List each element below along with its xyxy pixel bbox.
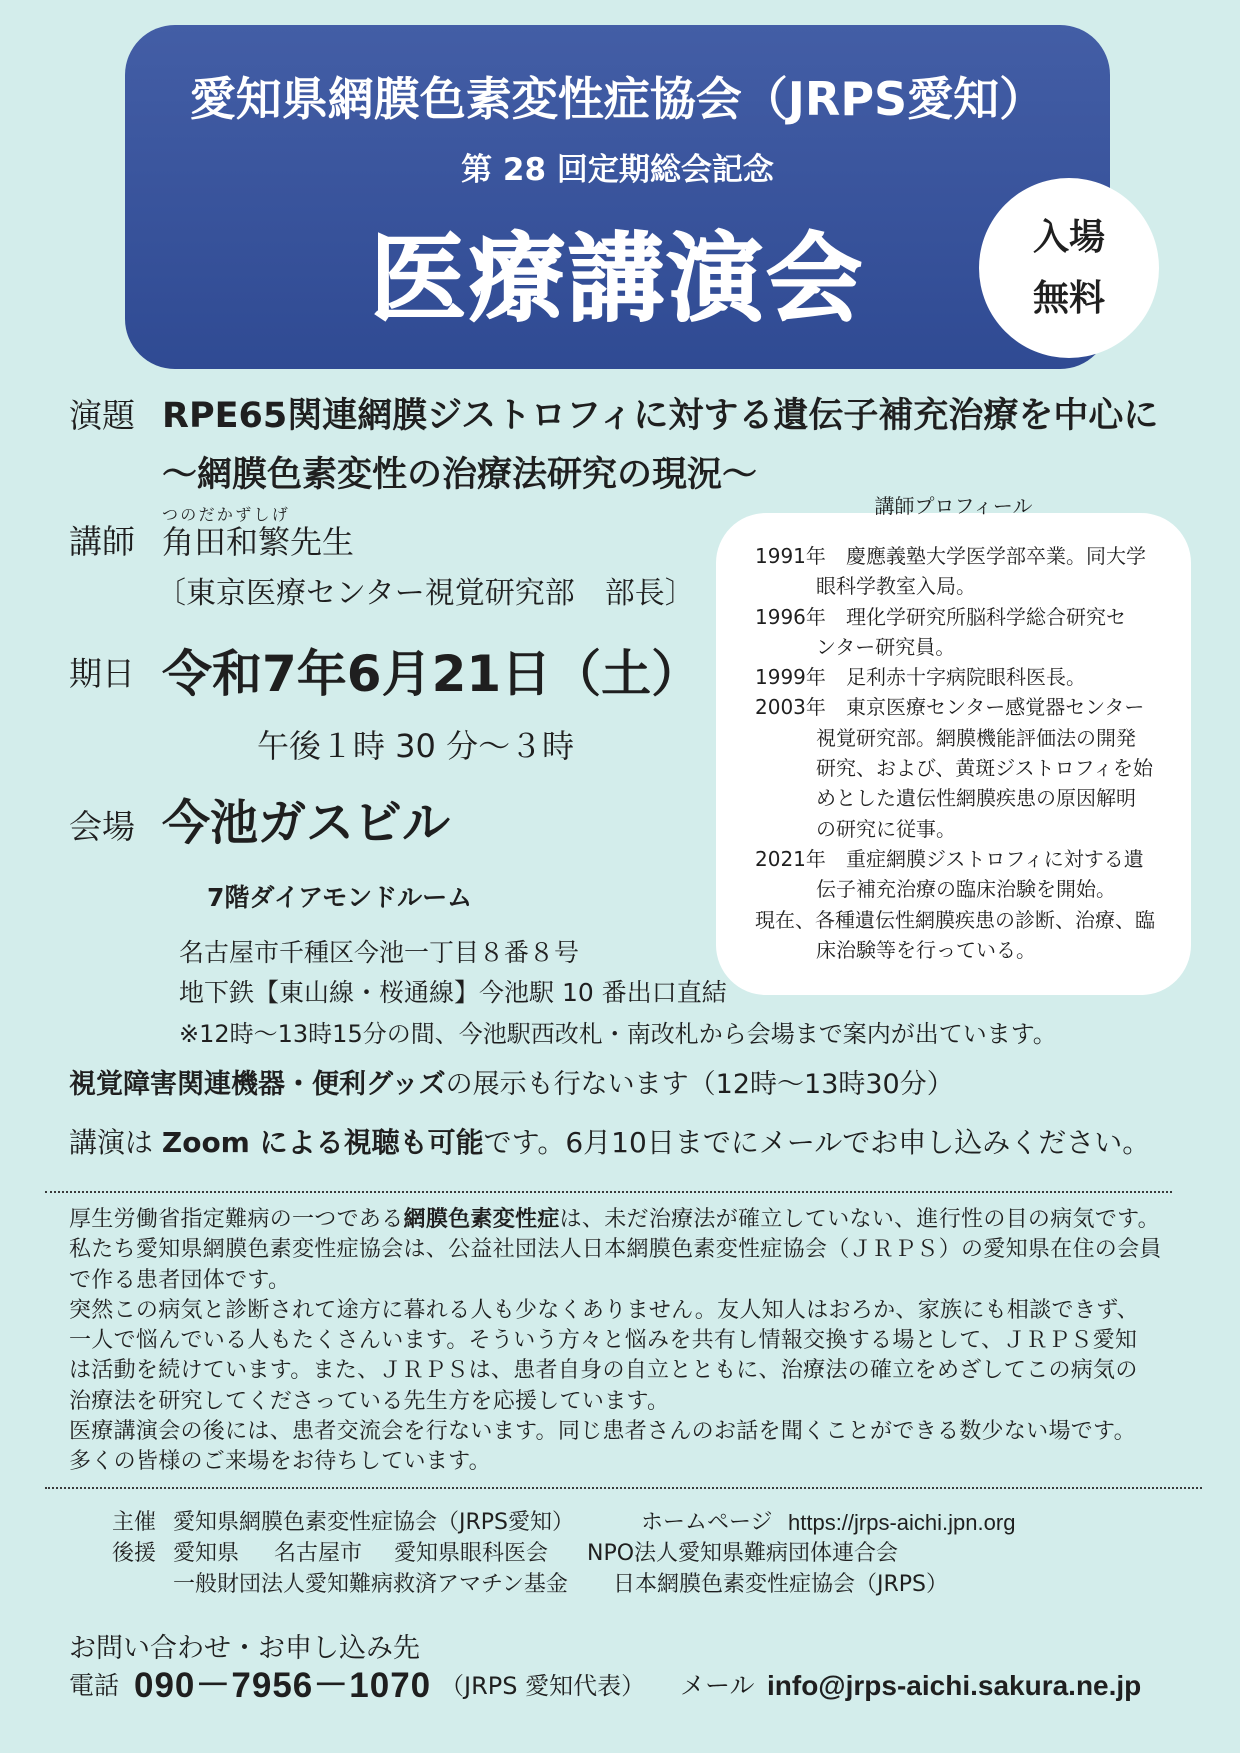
profile-text: 東京医療センター感覚器センター [846,695,1145,720]
occasion-subtitle: 第 28 回定期総会記念 [461,152,774,188]
profile-year: 2003年 [755,695,826,720]
badge-line-1: 入場 [1032,217,1105,258]
profile-text-continued: ンター研究員。 [816,634,956,659]
zoom-notice [69,1126,1150,1160]
supporters-label: 後援 [112,1541,157,1566]
lecturer-label: 講師 [69,522,135,561]
lecturer-affiliation: 〔東京医療センター視覚研究部 部長〕 [156,576,695,611]
exhibition-highlight: 視覚障害関連機器・便利グッズ [69,1069,446,1100]
zoom-text-pre: 講演は [69,1126,162,1159]
description-line: 突然この病気と診断されて途方に暮れる人も少なくありません。友人知人はおろか、家族にも相談できず、 [69,1297,1139,1323]
description-text: 厚生労働省指定難病の一つである [69,1207,404,1232]
topic-title: RPE65関連網膜ジストロフィに対する遺伝子補充治療を中心に [162,396,1159,436]
profile-current: 現在、各種遺伝性網膜疾患の診断、治療、臨 [755,907,1155,932]
header-banner [125,25,1110,369]
profile-text-continued: 研究、および、黄斑ジストロフィを始 [816,756,1153,781]
profile-text-continued: めとした遺伝性網膜疾患の原因解明 [816,786,1136,811]
profile-text-continued: 床治験等を行っている。 [816,937,1036,962]
profile-entry [755,844,1155,874]
description-line: 多くの皆様のご来場をお待ちしています。 [69,1449,491,1475]
profile-year: 1996年 [755,604,826,629]
divider-bottom [45,1487,1202,1489]
zoom-text-post: です。6月10日までにメールでお申し込みください。 [483,1126,1151,1159]
description-line: 一人で悩んでいる人もたくさんいます。そういう方々と悩みを共有し情報交換する場として、ＪＲＰＳ愛知 [69,1328,1138,1354]
topic-label: 演題 [69,396,135,435]
event-title: 医療講演会 [370,223,865,335]
venue-label: 会場 [69,807,135,846]
profile-text-continued: 視覚研究部。網膜機能評価法の開発 [816,725,1136,750]
admission-free-badge [979,178,1159,358]
supporter-item: 日本網膜色素変性症協会（JRPS） [613,1572,949,1597]
description-line: 医療講演会の後には、患者交流会を行ないます。同じ患者さんのお話を聞くことができる数少ない場です。 [69,1419,1136,1445]
profile-entry [755,541,1155,571]
contact-heading: お問い合わせ・お申し込み先 [69,1633,420,1664]
association-description [69,1205,1162,1478]
venue-address: 名古屋市千種区今池一丁目８番８号 [179,938,580,967]
venue-guide-note: ※12時～13時15分の間、今池駅西改札・南改札から会場まで案内が出ています。 [179,1020,1057,1048]
lecturer-name: 角田和繁先生 [162,523,355,561]
description-line: で作る患者団体です。 [69,1267,291,1293]
profile-year: 1991年 [755,544,826,568]
phone-note: （JRPS 愛知代表） [440,1672,646,1700]
supporter-item: 愛知県 [173,1541,240,1566]
supporter-item: 名古屋市 [274,1541,363,1566]
description-line [69,1205,1162,1235]
supporter-item: NPO法人愛知県難病団体連合会 [587,1541,899,1566]
profile-text: 足利赤十字病院眼科医長。 [846,665,1086,690]
email-address: info@jrps-aichi.sakura.ne.jp [767,1670,1142,1701]
profile-career-list [755,541,1155,965]
zoom-highlight: Zoom による視聴も可能 [161,1126,484,1159]
venue-room: 7階ダイアモンドルーム [207,883,473,912]
phone-number: 090－7956－1070 [134,1666,432,1705]
supporter-item: 一般財団法人愛知難病救済アマチン基金 [173,1572,568,1597]
profile-text-continued: の研究に従事。 [816,816,956,841]
profile-entry [755,602,1155,632]
phone-label: 電話 [69,1671,120,1700]
exhibition-text: の展示も行ないます（12時～13時30分） [445,1069,954,1100]
description-line: 治療法を研究してくださっている先生方を応援しています。 [69,1388,670,1414]
badge-line-2: 無料 [1032,278,1105,319]
profile-year: 2021年 [755,846,826,871]
description-line: 私たち愛知県網膜色素変性症協会は、公益社団法人日本網膜色素変性症協会（ＪＲＰＳ）の愛知県在住の会員 [69,1237,1162,1263]
profile-heading: 講師プロフィール [874,494,1033,518]
profile-entry [755,662,1155,692]
event-date: 令和7年6月21日（土） [162,645,702,703]
organization-title: 愛知県網膜色素変性症協会（JRPS愛知） [189,72,1046,126]
disease-name-highlight: 網膜色素変性症 [403,1207,560,1232]
organizer-name: 愛知県網膜色素変性症協会（JRPS愛知） [173,1510,575,1535]
description-text: は、未だ治療法が確立していない、進行性の目の病気です。 [559,1207,1160,1232]
venue-access: 地下鉄【東山線・桜通線】今池駅 10 番出口直結 [179,978,727,1007]
divider-top [45,1191,1172,1193]
profile-text: 重症網膜ジストロフィに対する遺 [846,846,1144,871]
lecturer-ruby: つのだかずしげ [162,505,291,524]
mail-label: メール [680,1671,755,1700]
profile-year: 1999年 [755,665,826,690]
profile-text-continued: 眼科学教室入局。 [816,574,976,599]
homepage-url: https://jrps-aichi.jpn.org [788,1510,1016,1535]
event-time: 午後１時 30 分～３時 [257,727,575,765]
supporter-item: 愛知県眼科医会 [394,1541,549,1566]
description-line: は活動を続けています。また、ＪＲＰＳは、患者自身の自立とともに、治療法の確立をめざしてこの病気の [69,1358,1138,1384]
profile-entry [755,692,1155,722]
venue-name: 今池ガスビル [162,795,451,851]
topic-subtitle: ～網膜色素変性の治療法研究の現況～ [162,455,758,495]
profile-text: 慶應義塾大学医学部卒業。同大学 [846,544,1146,568]
organizer-label: 主催 [112,1510,157,1535]
profile-text: 理化学研究所脳科学総合研究セ [846,604,1126,629]
homepage-label: ホームページ [641,1510,773,1535]
date-label: 期日 [69,654,135,693]
exhibition-notice [69,1069,954,1101]
profile-text-continued: 伝子補充治療の臨床治験を開始。 [816,877,1116,902]
